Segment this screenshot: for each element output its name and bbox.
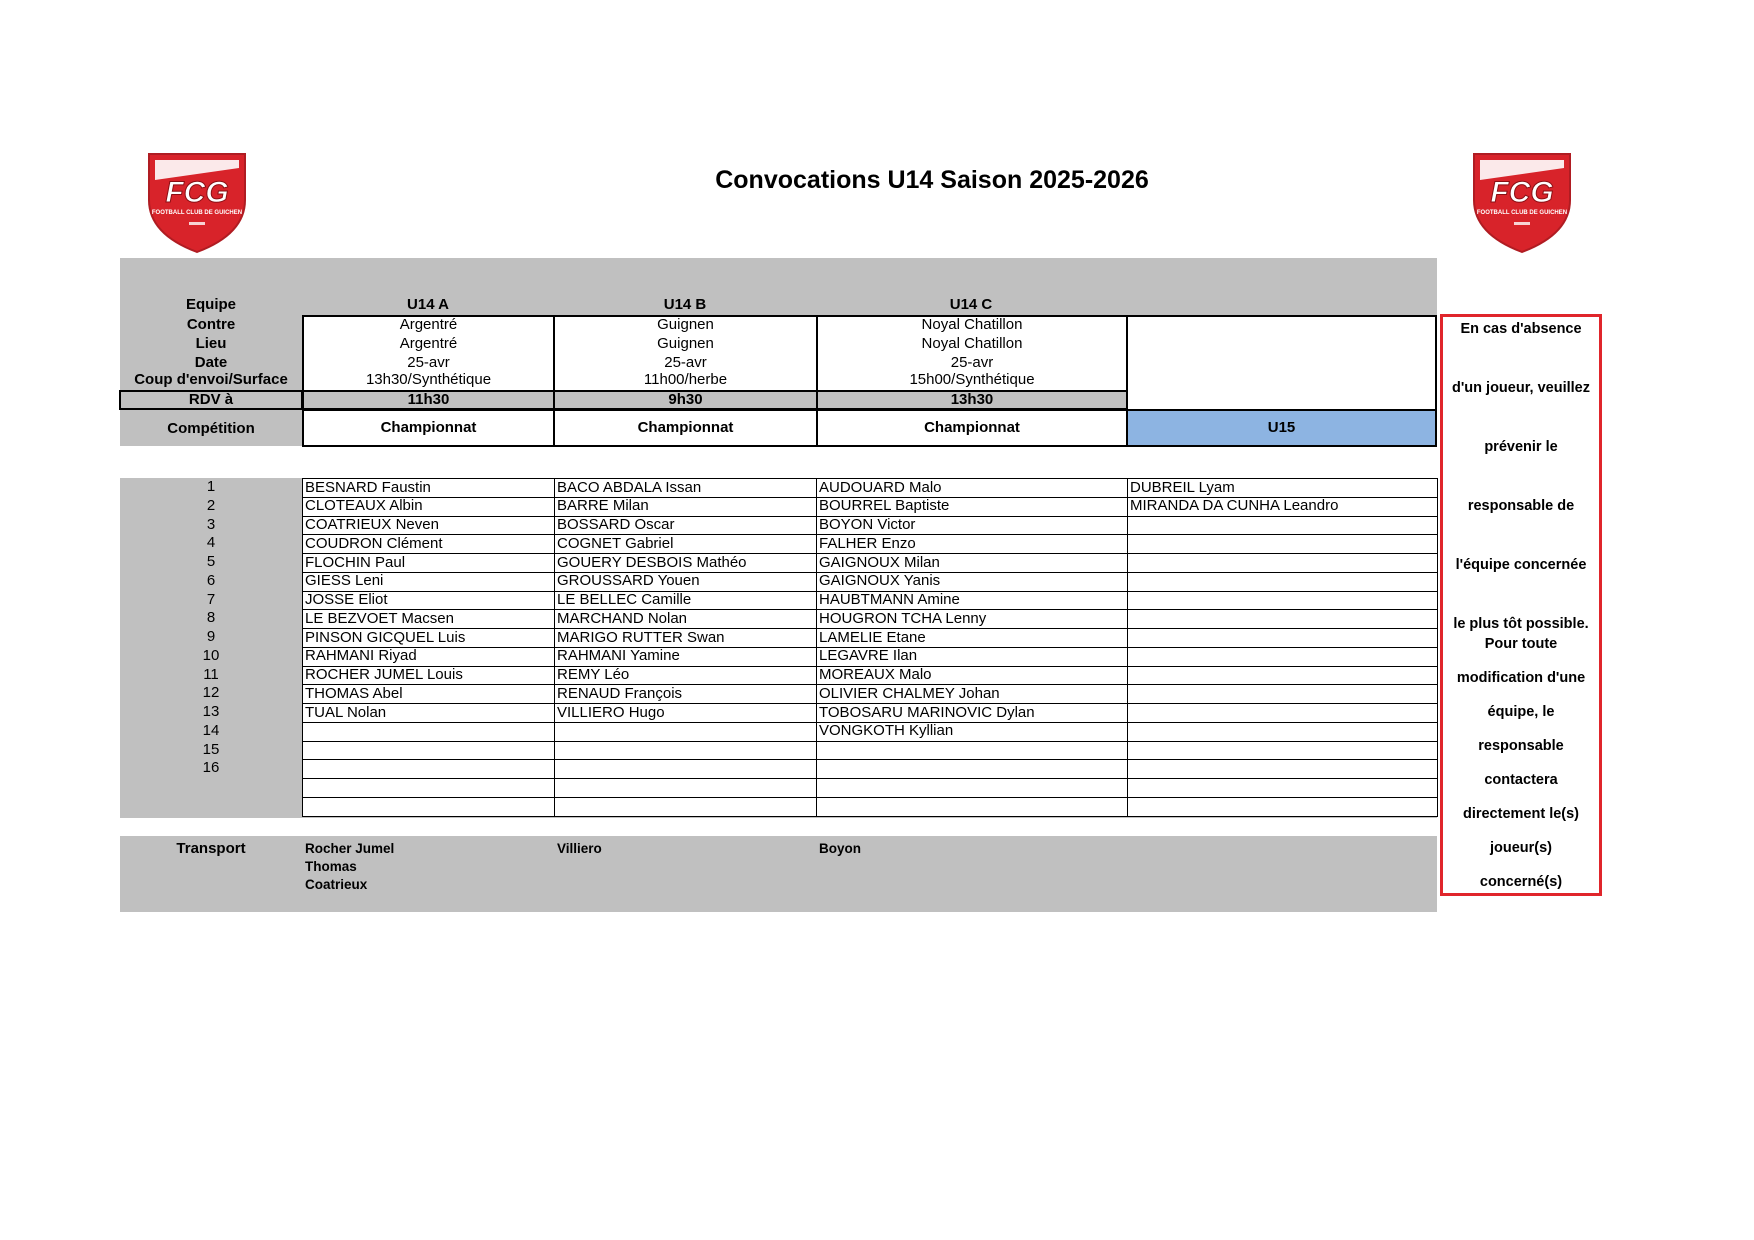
notice-line: le plus tôt possible. xyxy=(1453,616,1589,632)
lieu-u14a: Argentré xyxy=(399,335,458,352)
contre-u14c: Noyal Chatillon xyxy=(921,316,1023,333)
contre-u14b: Guignen xyxy=(657,316,714,333)
row-number: 3 xyxy=(206,515,216,533)
absence-notice-box xyxy=(1440,314,1602,896)
label-date: Date xyxy=(194,354,228,371)
row-number: 1 xyxy=(206,478,216,495)
coup-u14b: 11h00/herbe xyxy=(643,371,728,388)
coup-u14c: 15h00/Synthétique xyxy=(909,371,1035,388)
player-name: MARIGO RUTTER Swan xyxy=(557,628,725,646)
notice-line: En cas d'absence xyxy=(1460,321,1582,337)
player-name: COATRIEUX Neven xyxy=(305,516,439,533)
notice-line: Pour toute xyxy=(1484,636,1558,652)
grid-col-line xyxy=(302,478,303,816)
player-name: GAIGNOUX Milan xyxy=(819,553,940,571)
player-name: LE BELLEC Camille xyxy=(557,591,692,608)
transport-driver: Thomas xyxy=(305,859,357,874)
row-number: 12 xyxy=(202,684,220,702)
svg-text:FOOTBALL CLUB DE GUICHEN: FOOTBALL CLUB DE GUICHEN xyxy=(151,210,243,216)
grid-row-line xyxy=(302,778,1438,779)
player-name: GIESS Leni xyxy=(305,572,384,590)
player-name: HOUGRON TCHA Lenny xyxy=(819,609,987,627)
player-name: BACO ABDALA Issan xyxy=(557,478,702,496)
transport-driver: Rocher Jumel xyxy=(305,841,395,856)
player-name: DUBREIL Lyam xyxy=(1130,478,1235,496)
player-name: PINSON GICQUEL Luis xyxy=(305,628,466,646)
team-header-u14b: U14 B xyxy=(663,296,707,313)
player-name: VILLIERO Hugo xyxy=(557,703,665,721)
player-name: BOSSARD Oscar xyxy=(557,516,675,533)
player-name: CLOTEAUX Albin xyxy=(305,497,423,515)
notice-line: joueur(s) xyxy=(1489,840,1553,856)
player-name: FALHER Enzo xyxy=(819,534,916,552)
notice-line: responsable xyxy=(1478,738,1564,754)
player-name: MOREAUX Malo xyxy=(819,666,932,683)
notice-line: contactera xyxy=(1484,772,1558,788)
row-number: 9 xyxy=(206,628,216,645)
player-name: FLOCHIN Paul xyxy=(305,553,406,571)
player-name: BOYON Victor xyxy=(819,516,916,533)
coup-u14a: 13h30/Synthétique xyxy=(365,371,492,388)
rdv-u14c: 13h30 xyxy=(816,390,1128,410)
notice-line: directement le(s) xyxy=(1462,806,1580,822)
grid-col-line xyxy=(816,478,817,816)
player-name: LAMELIE Etane xyxy=(819,628,926,646)
player-name: REMY Léo xyxy=(557,666,630,683)
transport-driver: Coatrieux xyxy=(305,877,368,892)
player-name: BARRE Milan xyxy=(557,497,649,515)
row-number: 11 xyxy=(203,665,219,683)
row-number: 6 xyxy=(206,571,216,589)
team-header-u14a: U14 A xyxy=(407,296,449,313)
notice-line: d'un joueur, veuillez xyxy=(1452,380,1590,396)
label-equipe: Equipe xyxy=(185,296,236,313)
date-u14a: 25-avr xyxy=(407,354,450,371)
notice-line: responsable de xyxy=(1467,498,1575,514)
row-number: 15 xyxy=(202,740,220,758)
label-rdv: RDV à xyxy=(119,390,303,410)
page-title: Convocations U14 Saison 2025-2026 xyxy=(715,166,1149,194)
grid-col-line xyxy=(1437,478,1438,816)
competition-u14b: Championnat xyxy=(553,409,818,447)
match-info-box-u15 xyxy=(1126,315,1437,411)
competition-u14a: Championnat xyxy=(302,409,555,447)
notice-line: prévenir le xyxy=(1484,439,1558,455)
team-header-u14c: U14 C xyxy=(949,296,993,313)
notice-line: concerné(s) xyxy=(1479,874,1563,890)
row-number: 2 xyxy=(206,496,216,514)
notice-line: l'équipe concernée xyxy=(1455,557,1587,573)
label-competition: Compétition xyxy=(167,420,255,437)
player-name: MARCHAND Nolan xyxy=(557,609,688,627)
player-name: COGNET Gabriel xyxy=(557,534,674,552)
player-name: RAHMANI Yamine xyxy=(557,647,680,665)
player-name: LEGAVRE Ilan xyxy=(819,647,918,665)
grid-col-line xyxy=(554,478,555,816)
player-name: ROCHER JUMEL Louis xyxy=(305,666,463,683)
player-name: TOBOSARU MARINOVIC Dylan xyxy=(819,703,1035,721)
lieu-u14c: Noyal Chatillon xyxy=(921,335,1023,352)
row-number: 14 xyxy=(202,721,220,739)
label-coup: Coup d'envoi/Surface xyxy=(134,371,288,388)
player-name: HAUBTMANN Amine xyxy=(819,591,960,608)
date-u14c: 25-avr xyxy=(950,354,994,371)
player-name: VONGKOTH Kyllian xyxy=(819,722,954,740)
player-name: MIRANDA DA CUNHA Leandro xyxy=(1130,497,1339,515)
player-name: AUDOUARD Malo xyxy=(819,478,942,496)
contre-u14a: Argentré xyxy=(399,316,458,333)
player-name: TUAL Nolan xyxy=(305,703,387,721)
player-name: LE BEZVOET Macsen xyxy=(305,609,454,627)
row-number: 5 xyxy=(206,553,216,570)
player-name: GOUERY DESBOIS Mathéo xyxy=(557,553,747,571)
grid-row-line xyxy=(302,816,1438,817)
grid-row-line xyxy=(302,797,1438,798)
transport-driver: Villiero xyxy=(557,841,602,856)
grid-col-line xyxy=(1127,478,1128,816)
transport-driver: Boyon xyxy=(819,841,861,856)
rdv-u14b: 9h30 xyxy=(553,390,818,410)
player-name: COUDRON Clément xyxy=(305,534,443,552)
competition-u14c: Championnat xyxy=(816,409,1128,447)
date-u14b: 25-avr xyxy=(664,354,707,371)
player-name: OLIVIER CHALMEY Johan xyxy=(819,684,1000,702)
notice-line: équipe, le xyxy=(1487,704,1555,720)
row-number: 10 xyxy=(202,646,220,664)
player-name: GAIGNOUX Yanis xyxy=(819,572,941,590)
player-name: BESNARD Faustin xyxy=(305,478,431,496)
row-number: 8 xyxy=(206,609,216,627)
notice-line: modification d'une xyxy=(1456,670,1586,686)
player-name: RAHMANI Riyad xyxy=(305,647,417,665)
svg-text:FCG: FCG xyxy=(1490,176,1554,209)
player-name: RENAUD François xyxy=(557,684,683,702)
label-transport: Transport xyxy=(176,840,246,857)
grid-row-line xyxy=(302,759,1438,760)
player-name: BOURREL Baptiste xyxy=(819,497,950,515)
label-contre: Contre xyxy=(186,316,236,333)
row-number: 4 xyxy=(206,534,216,552)
row-number: 13 xyxy=(202,703,220,720)
player-name: JOSSE Eliot xyxy=(305,591,388,608)
row-number: 16 xyxy=(202,759,220,777)
rdv-u14a: 11h30 xyxy=(302,390,555,410)
row-number: 7 xyxy=(206,590,216,608)
player-name: GROUSSARD Youen xyxy=(557,572,700,590)
logo-text: FCG xyxy=(165,176,229,209)
svg-text:FOOTBALL CLUB DE GUICHEN: FOOTBALL CLUB DE GUICHEN xyxy=(1476,210,1568,216)
player-name: THOMAS Abel xyxy=(305,684,403,702)
label-lieu: Lieu xyxy=(195,335,227,352)
lieu-u14b: Guignen xyxy=(657,335,714,352)
competition-u15: U15 xyxy=(1126,409,1437,447)
